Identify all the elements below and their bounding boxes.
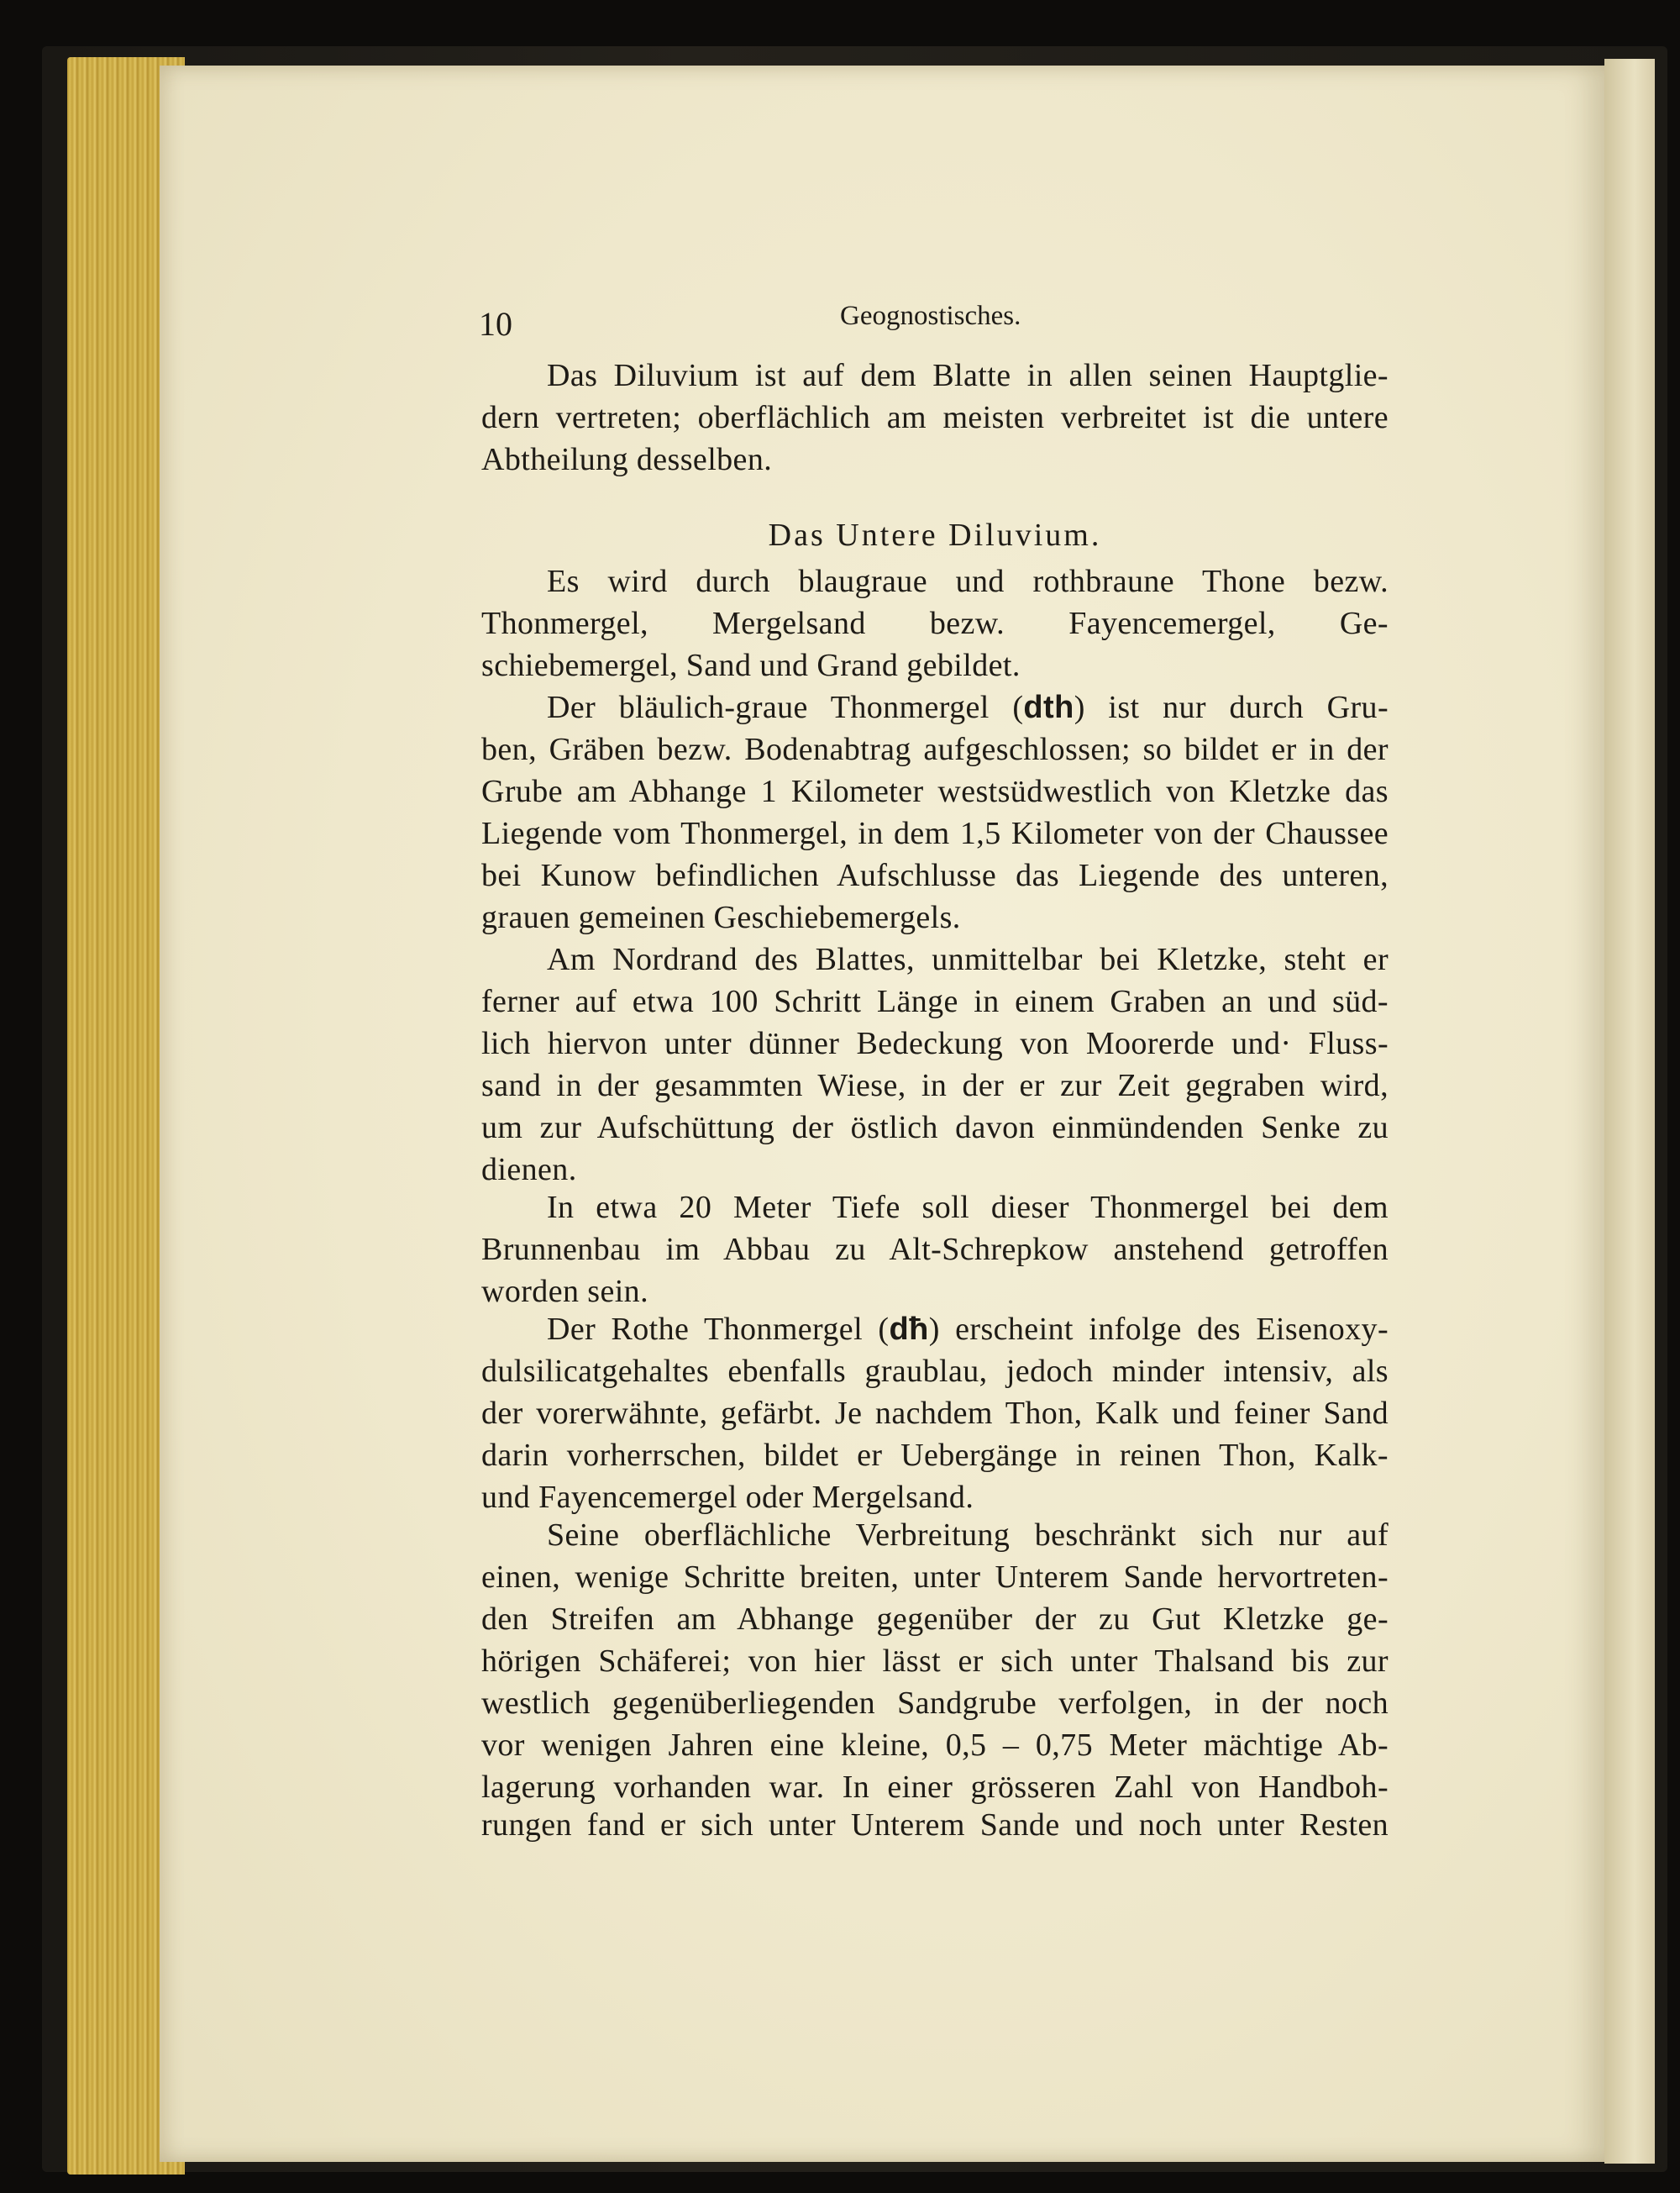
text-line: bei Kunow befindlichen Aufschlusse das Liegende des unteren, bbox=[481, 858, 1389, 893]
text-fragment: ) erscheint infolge des Eisenoxy- bbox=[928, 1312, 1389, 1347]
text-line: einen, wenige Schritte breiten, unter Unterem Sande hervortreten- bbox=[481, 1559, 1389, 1595]
text-line: grauen gemeinen Geschiebemergels. bbox=[481, 900, 961, 935]
map-symbol-dh: dħ bbox=[889, 1312, 929, 1347]
text-line: worden sein. bbox=[481, 1274, 648, 1309]
text-line: darin vorherrschen, bildet er Uebergänge in reinen Thon, Kalk- bbox=[481, 1438, 1389, 1473]
text-line: Abtheilung desselben. bbox=[481, 442, 773, 477]
text-line: den Streifen am Abhange gegenüber der zu Gut Kletzke ge- bbox=[481, 1601, 1389, 1637]
text-line: der vorerwähnte, gefärbt. Je nachdem Thon, Kalk und feiner Sand bbox=[481, 1396, 1389, 1431]
text-fragment: Der bläulich-graue Thonmergel ( bbox=[547, 690, 1024, 725]
text-line: lagerung vorhanden war. In einer grösseren Zahl von Handboh- bbox=[481, 1770, 1389, 1805]
text-line: Am Nordrand des Blattes, unmittelbar bei Kletzke, steht er bbox=[547, 942, 1389, 977]
text-line: vor wenigen Jahren eine kleine, 0,5 – 0,75 Meter mächtige Ab- bbox=[481, 1728, 1389, 1763]
text-line: ben, Gräben bezw. Bodenabtrag aufgeschlossen; so bildet er in der bbox=[481, 732, 1389, 767]
section-heading: Das Untere Diluvium. bbox=[768, 518, 1102, 553]
running-head: Geognostisches. bbox=[840, 301, 1021, 331]
text-line: sand in der gesammten Wiese, in der er zur Zeit gegraben wird, bbox=[481, 1068, 1389, 1103]
text-line: rungen fand er sich unter Unterem Sande und noch unter Resten bbox=[481, 1807, 1389, 1843]
text-line: hörigen Schäferei; von hier lässt er sich unter Thalsand bis zur bbox=[481, 1643, 1389, 1679]
text-line bbox=[481, 689, 1389, 726]
text-line bbox=[481, 1311, 1389, 1348]
page-number: 10 bbox=[479, 305, 512, 343]
text-line: Brunnenbau im Abbau zu Alt-Schrepkow anstehend getroffen bbox=[481, 1232, 1389, 1267]
map-symbol-dth: dth bbox=[1023, 690, 1074, 725]
text-fragment: Der Rothe Thonmergel ( bbox=[547, 1312, 890, 1347]
text-line: schiebemergel, Sand und Grand gebildet. bbox=[481, 648, 1021, 683]
text-line: Seine oberflächliche Verbreitung beschränkt sich nur auf bbox=[547, 1517, 1389, 1553]
text-line: Thonmergel, Mergelsand bezw. Fayencemergel, Ge- bbox=[481, 606, 1389, 641]
text-line: Es wird durch blaugraue und rothbraune Thone bezw. bbox=[547, 564, 1389, 599]
text-line: Grube am Abhange 1 Kilometer westsüdwestlich von Kletzke das bbox=[481, 774, 1389, 809]
text-fragment: ) ist nur durch Gru- bbox=[1074, 690, 1389, 725]
text-line: dienen. bbox=[481, 1152, 577, 1187]
text-line: um zur Aufschüttung der östlich davon einmündenden Senke zu bbox=[481, 1110, 1389, 1145]
text-line: lich hiervon unter dünner Bedeckung von Moorerde und· Fluss- bbox=[481, 1026, 1389, 1061]
text-line: Liegende vom Thonmergel, in dem 1,5 Kilometer von der Chaussee bbox=[481, 816, 1389, 851]
text-line: ferner auf etwa 100 Schritt Länge in einem Graben an und süd- bbox=[481, 984, 1389, 1019]
text-line: dulsilicatgehaltes ebenfalls graublau, jedoch minder intensiv, als bbox=[481, 1354, 1389, 1389]
text-line: und Fayencemergel oder Mergelsand. bbox=[481, 1480, 974, 1515]
text-line: Das Diluvium ist auf dem Blatte in allen seinen Hauptglie- bbox=[547, 358, 1389, 393]
text-line: dern vertreten; oberflächlich am meisten verbreitet ist die untere bbox=[481, 400, 1389, 435]
facing-page-edge bbox=[1604, 59, 1655, 2164]
text-line: In etwa 20 Meter Tiefe soll dieser Thonmergel bei dem bbox=[547, 1190, 1389, 1225]
text-line: westlich gegenüberliegenden Sandgrube verfolgen, in der noch bbox=[481, 1686, 1389, 1721]
